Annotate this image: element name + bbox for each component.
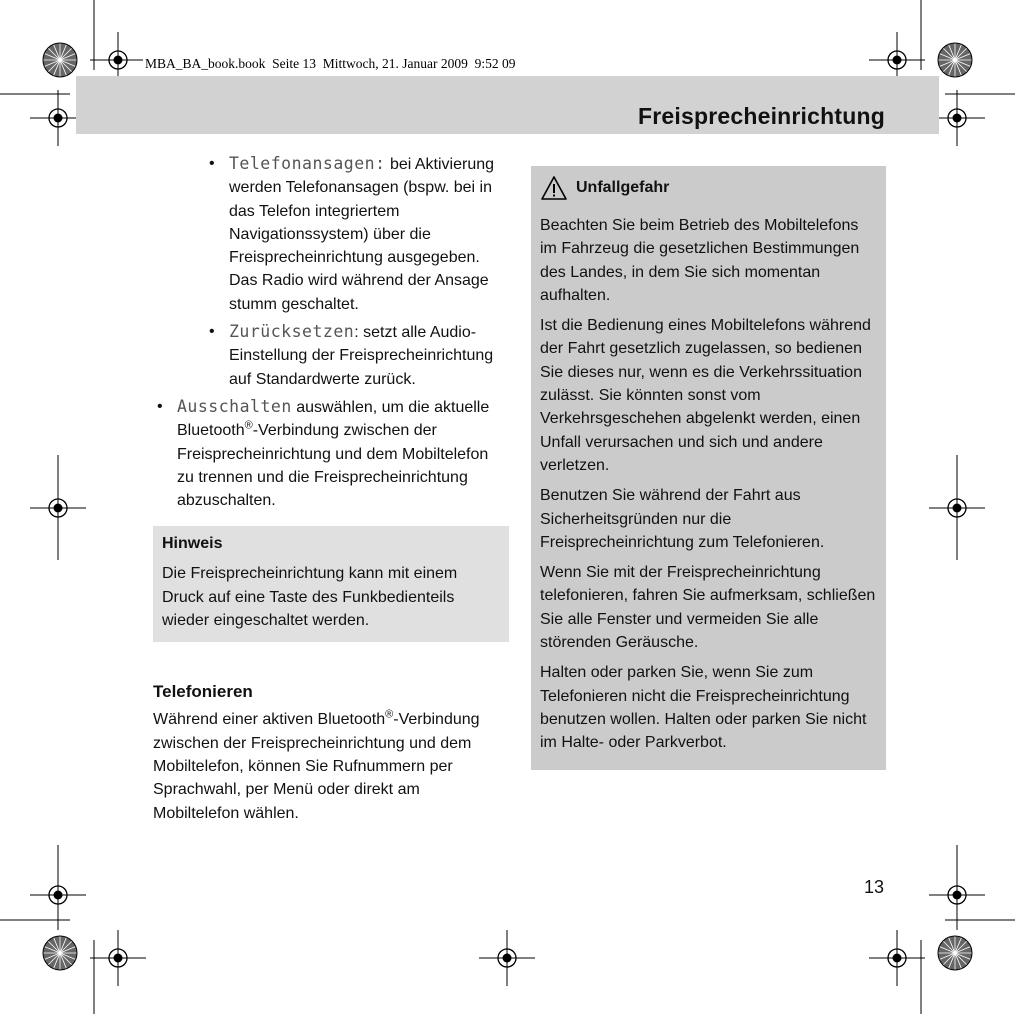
list-item-text: -Verbindung zwischen der Freisprecheinrichtung und dem Mobiltelefon zu trennen und die Freisprecheinrichtung abzuschalten. — [177, 422, 489, 510]
sunburst-mark — [938, 936, 972, 970]
section-title: Telefonieren — [153, 682, 253, 702]
registration-mark — [479, 930, 535, 986]
bullet-dot: • — [157, 397, 163, 415]
page-title: Freisprecheinrichtung — [637, 103, 885, 129]
list-item-text: : setzt alle Audio-Einstellung der Freisprecheinrichtung auf Standardwerte zurück. — [229, 324, 494, 388]
registration-mark — [869, 930, 925, 986]
bullet-dot: • — [209, 155, 215, 172]
note-title: Hinweis — [162, 535, 223, 553]
registered-mark: ® — [385, 709, 394, 722]
page-number: 13 — [864, 877, 885, 897]
list-item — [153, 320, 509, 391]
left-column — [153, 152, 509, 825]
warning-paragraph: Wenn Sie mit der Freisprecheinrichtung telefonieren, fahren Sie aufmerksam, schließen Sie alle Fenster und vermeiden Sie alle störenden Geräusche. — [540, 564, 876, 652]
list-item-text: bei Aktivierung werden Telefonansagen (bspw. bei in das Telefon integriertem Navigationssystem) über die Freisprecheinrichtung ausgegeben. Das Radio wird während der Ansage stumm geschaltet. — [229, 156, 495, 313]
sunburst-mark — [938, 43, 972, 77]
list-item — [153, 152, 509, 316]
warning-paragraph: Benutzen Sie während der Fahrt aus Sicherheitsgründen nur die Freisprecheinrichtung zum Telefonieren. — [540, 487, 825, 551]
book-file-info: MBA_BA_book.book Seite 13 Mittwoch, 21. Januar 2009 9:52 09 — [145, 56, 516, 71]
warning-box — [531, 166, 886, 770]
list-item-text: auswählen, um die aktuelle Bluetooth — [177, 398, 490, 440]
section-text-part: -Verbindung zwischen der Freisprecheinrichtung und dem Mobiltelefon, können Sie Rufnummern per Sprachwahl, per Menü oder direkt am Mobiltelefon wählen. — [153, 711, 480, 822]
registration-mark — [90, 930, 146, 986]
warning-paragraph: Ist die Bedienung eines Mobiltelefons während der Fahrt gesetzlich zugelassen, so bedienen Sie dieses nur, wenn es die Verkehrssituation zulässt. Sie könnten sonst vom Verkehrsgeschehen abgelenkt werden, einen Unfall verursachen und sich und andere verletzen. — [540, 317, 871, 474]
warning-title: Unfallgefahr — [576, 179, 670, 196]
registered-mark: ® — [244, 419, 253, 432]
warning-triangle-icon — [540, 175, 568, 201]
note-text: Die Freisprecheinrichtung kann mit einem Druck auf eine Taste des Funkbedienteils wieder eingeschaltet werden. — [162, 565, 458, 630]
section-text-part: Während einer aktiven Bluetooth — [153, 711, 386, 729]
bullet-dot: • — [209, 323, 215, 341]
warning-paragraph: Beachten Sie beim Betrieb des Mobiltelefons im Fahrzeug die gesetzlichen Bestimmungen des Landes, in dem Sie sich momentan aufhalten. — [540, 217, 860, 304]
menu-term: Ausschalten — [177, 396, 292, 416]
menu-term: Telefonansagen: — [229, 154, 386, 173]
list-item — [153, 395, 509, 512]
menu-term: Zurücksetzen — [229, 322, 355, 342]
warning-paragraph: Halten oder parken Sie, wenn Sie zum Telefonieren nicht die Freisprecheinrichtung benutzen wollen. Halten oder parken Sie nicht im Halte- oder Parkverbot. — [540, 664, 867, 752]
note-box — [153, 526, 509, 642]
sunburst-mark — [43, 936, 77, 970]
sunburst-mark — [43, 43, 77, 77]
header-band — [76, 76, 939, 134]
section-text — [153, 708, 509, 824]
warning-column — [531, 166, 886, 770]
warning-header — [540, 174, 876, 202]
